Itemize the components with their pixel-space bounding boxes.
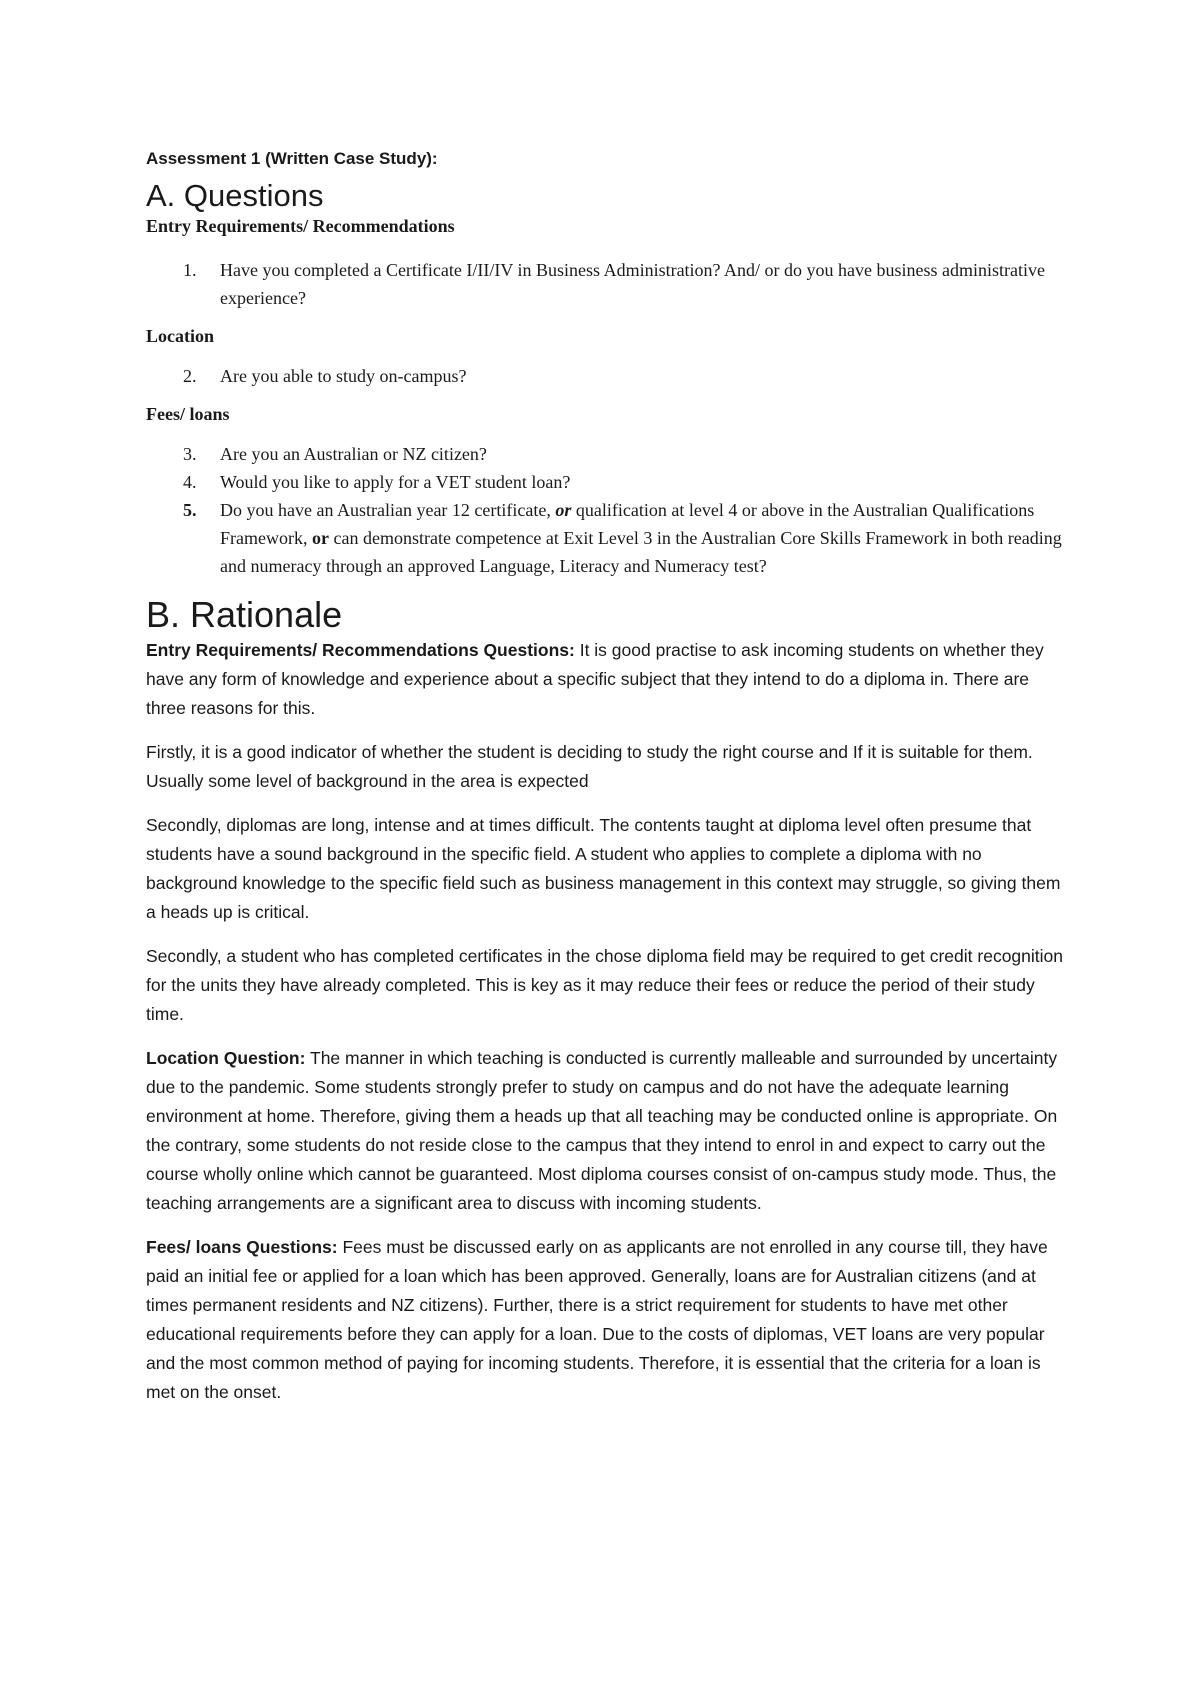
group-label-fees: Fees/ loans: [146, 404, 230, 424]
question-number: 4.: [183, 472, 197, 492]
emphasis-or: or: [311, 528, 329, 548]
question-item: [146, 256, 1066, 312]
question-text: Have you completed a Certificate I/II/IV in Business Administration? And/ or do you have business administrative experience?: [220, 260, 1046, 308]
section-b-heading: B. Rationale: [146, 594, 343, 635]
question-item: [146, 362, 1066, 390]
question-number: 2.: [183, 366, 197, 386]
question-list-fees: [146, 440, 1066, 580]
rationale-paragraph: [146, 1233, 1066, 1407]
group-label-entry: Entry Requirements/ Recommendations: [146, 216, 455, 236]
rationale-paragraph: [146, 811, 1066, 927]
rationale-paragraph: [146, 636, 1066, 723]
question-item: [146, 440, 1066, 468]
group-label-location: Location: [146, 326, 215, 346]
paragraph-lead: Location Question:: [146, 1048, 306, 1068]
question-text: Are you an Australian or NZ citizen?: [220, 444, 487, 464]
rationale-paragraph: [146, 1044, 1066, 1218]
rationale-paragraph: [146, 738, 1066, 796]
paragraph-text: Secondly, a student who has completed certificates in the chose diploma field may be required to get credit recognition for the units they have already completed. This is key as it may reduce their fees or reduce the period of their study time.: [146, 946, 1063, 1024]
question-text: Are you able to study on-campus?: [220, 366, 467, 386]
question-number: 3.: [183, 444, 197, 464]
paragraph-text: Fees must be discussed early on as applicants are not enrolled in any course till, they have paid an initial fee or applied for a loan which has been approved. Generally, loans are for Australian citizens (and at times permanent residents and NZ citizens). Further, there is a strict requirement for students to have met other educational requirements before they can apply for a loan. Due to the costs of diplomas, VET loans are very popular and the most common method of paying for incoming students. Therefore, it is essential that the criteria for a loan is met on the onset.: [146, 1237, 1048, 1402]
paragraph-text: The manner in which teaching is conducted is currently malleable and surrounded by uncertainty due to the pandemic. Some students strongly prefer to study on campus and do not have the adequate learning environment at home. Therefore, giving them a heads up that all teaching may be conducted online is appropriate. On the contrary, some students do not reside close to the campus that they intend to enrol in and expect to carry out the course wholly online which cannot be guaranteed. Most diploma courses consist of on-campus study mode. Thus, the teaching arrangements are a significant area to discuss with incoming students.: [146, 1048, 1058, 1213]
assessment-title: Assessment 1 (Written Case Study):: [146, 149, 438, 168]
question-text-part: qualification at level 4 or above in the Australian Qualifications Framework,: [220, 500, 1035, 548]
question-text: [220, 500, 1062, 576]
paragraph-text: It is good practise to ask incoming students on whether they have any form of knowledge and experience about a specific subject that they intend to do a diploma in. There are three reasons for this.: [146, 640, 1044, 718]
question-text-part: Do you have an Australian year 12 certificate,: [220, 500, 556, 520]
question-text-part: can demonstrate competence at Exit Level 3 in the Australian Core Skills Framework in both reading and numeracy through an approved Language, Literacy and Numeracy test?: [220, 528, 1062, 576]
paragraph-lead: Fees/ loans Questions:: [146, 1237, 338, 1257]
rationale-paragraph: [146, 942, 1066, 1029]
question-number: 1.: [183, 260, 197, 280]
paragraph-text: Secondly, diplomas are long, intense and at times difficult. The contents taught at diploma level often presume that students have a sound background in the specific field. A student who applies to complete a diploma with no background knowledge to the specific field such as business management in this context may struggle, so giving them a heads up is critical.: [146, 815, 1061, 922]
question-text: Would you like to apply for a VET student loan?: [220, 472, 571, 492]
section-a-heading: A. Questions: [146, 178, 324, 213]
question-item: [146, 496, 1066, 580]
question-list-entry: [146, 256, 1066, 312]
paragraph-lead: Entry Requirements/ Recommendations Questions:: [146, 640, 575, 660]
question-list-location: [146, 362, 1066, 390]
question-item: [146, 468, 1066, 496]
emphasis-or: or: [555, 500, 572, 520]
paragraph-text: Firstly, it is a good indicator of whether the student is deciding to study the right course and If it is suitable for them. Usually some level of background in the area is expected: [146, 742, 1033, 791]
document-page: [146, 148, 1066, 1422]
question-number: 5.: [183, 500, 197, 520]
